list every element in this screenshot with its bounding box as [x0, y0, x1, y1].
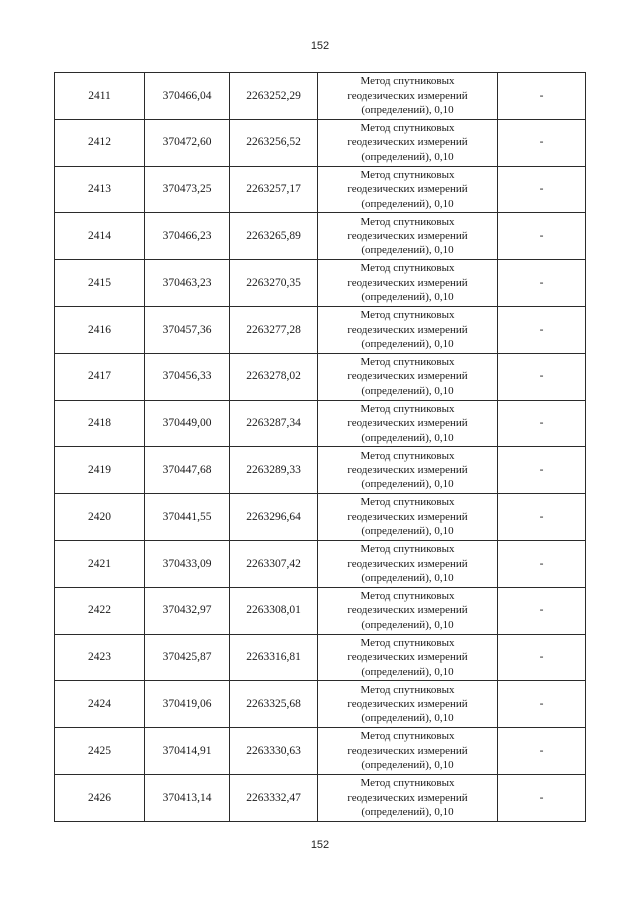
method-line: Метод спутниковых: [360, 590, 455, 603]
x-coordinate-cell: 370433,09: [145, 540, 230, 587]
table-row: [55, 681, 586, 728]
y-coordinate-cell: 2263278,02: [230, 353, 318, 400]
x-coordinate-cell: 370413,14: [145, 774, 230, 821]
method-line: геодезических измерений: [347, 183, 468, 196]
point-number-cell: 2415: [55, 260, 145, 307]
method-line: Метод спутниковых: [360, 75, 455, 88]
point-number-cell: 2425: [55, 728, 145, 775]
method-cell: [318, 260, 498, 307]
method-cell: [318, 634, 498, 681]
method-cell: [318, 73, 498, 120]
method-line: геодезических измерений: [347, 651, 468, 664]
method-cell: [318, 540, 498, 587]
point-number-cell: 2417: [55, 353, 145, 400]
y-coordinate-cell: 2263325,68: [230, 681, 318, 728]
note-cell: -: [498, 634, 586, 681]
method-cell: [318, 119, 498, 166]
method-line: геодезических измерений: [347, 89, 468, 102]
method-line: геодезических измерений: [347, 276, 468, 289]
table-row: [55, 400, 586, 447]
method-line: (определений), 0,10: [361, 150, 454, 163]
method-line: Метод спутниковых: [360, 683, 455, 696]
method-line: (определений), 0,10: [361, 665, 454, 678]
x-coordinate-cell: 370473,25: [145, 166, 230, 213]
method-line: Метод спутниковых: [360, 543, 455, 556]
note-cell: -: [498, 447, 586, 494]
point-number-cell: 2424: [55, 681, 145, 728]
method-line: геодезических измерений: [347, 557, 468, 570]
note-cell: -: [498, 728, 586, 775]
table-row: [55, 119, 586, 166]
table-row: [55, 587, 586, 634]
method-cell: [318, 400, 498, 447]
point-number-cell: 2412: [55, 119, 145, 166]
method-line: (определений), 0,10: [361, 759, 454, 772]
y-coordinate-cell: 2263330,63: [230, 728, 318, 775]
coordinates-table-body: [55, 73, 586, 822]
method-line: Метод спутниковых: [360, 730, 455, 743]
method-line: (определений), 0,10: [361, 104, 454, 117]
note-cell: -: [498, 213, 586, 260]
method-line: геодезических измерений: [347, 698, 468, 711]
y-coordinate-cell: 2263257,17: [230, 166, 318, 213]
note-cell: -: [498, 494, 586, 541]
note-cell: -: [498, 540, 586, 587]
method-line: геодезических измерений: [347, 510, 468, 523]
method-line: Метод спутниковых: [360, 215, 455, 228]
method-line: Метод спутниковых: [360, 496, 455, 509]
method-line: Метод спутниковых: [360, 402, 455, 415]
point-number-cell: 2423: [55, 634, 145, 681]
note-cell: -: [498, 353, 586, 400]
y-coordinate-cell: 2263332,47: [230, 774, 318, 821]
y-coordinate-cell: 2263287,34: [230, 400, 318, 447]
method-line: Метод спутниковых: [360, 356, 455, 369]
method-line: геодезических измерений: [347, 323, 468, 336]
method-line: (определений), 0,10: [361, 384, 454, 397]
table-row: [55, 213, 586, 260]
method-cell: [318, 166, 498, 213]
x-coordinate-cell: 370457,36: [145, 306, 230, 353]
y-coordinate-cell: 2263256,52: [230, 119, 318, 166]
table-row: [55, 353, 586, 400]
table-row: [55, 774, 586, 821]
method-line: (определений), 0,10: [361, 244, 454, 257]
note-cell: -: [498, 166, 586, 213]
y-coordinate-cell: 2263308,01: [230, 587, 318, 634]
method-line: Метод спутниковых: [360, 122, 455, 135]
point-number-cell: 2419: [55, 447, 145, 494]
method-line: (определений), 0,10: [361, 291, 454, 304]
method-line: Метод спутниковых: [360, 636, 455, 649]
x-coordinate-cell: 370456,33: [145, 353, 230, 400]
page-number-bottom: 152: [310, 839, 330, 851]
y-coordinate-cell: 2263277,28: [230, 306, 318, 353]
table-row: [55, 260, 586, 307]
table-row: [55, 166, 586, 213]
page-number-top: 152: [310, 40, 330, 52]
method-line: Метод спутниковых: [360, 309, 455, 322]
method-line: геодезических измерений: [347, 464, 468, 477]
point-number-cell: 2420: [55, 494, 145, 541]
point-number-cell: 2426: [55, 774, 145, 821]
x-coordinate-cell: 370447,68: [145, 447, 230, 494]
note-cell: -: [498, 774, 586, 821]
x-coordinate-cell: 370414,91: [145, 728, 230, 775]
x-coordinate-cell: 370463,23: [145, 260, 230, 307]
method-cell: [318, 353, 498, 400]
method-line: геодезических измерений: [347, 370, 468, 383]
point-number-cell: 2418: [55, 400, 145, 447]
y-coordinate-cell: 2263316,81: [230, 634, 318, 681]
method-line: Метод спутниковых: [360, 262, 455, 275]
method-line: Метод спутниковых: [360, 449, 455, 462]
x-coordinate-cell: 370466,23: [145, 213, 230, 260]
note-cell: -: [498, 260, 586, 307]
y-coordinate-cell: 2263270,35: [230, 260, 318, 307]
x-coordinate-cell: 370432,97: [145, 587, 230, 634]
method-line: геодезических измерений: [347, 744, 468, 757]
method-line: геодезических измерений: [347, 230, 468, 243]
x-coordinate-cell: 370425,87: [145, 634, 230, 681]
point-number-cell: 2422: [55, 587, 145, 634]
method-line: геодезических измерений: [347, 791, 468, 804]
y-coordinate-cell: 2263296,64: [230, 494, 318, 541]
note-cell: -: [498, 400, 586, 447]
method-cell: [318, 681, 498, 728]
method-line: (определений), 0,10: [361, 525, 454, 538]
point-number-cell: 2411: [55, 73, 145, 120]
table-row: [55, 306, 586, 353]
x-coordinate-cell: 370449,00: [145, 400, 230, 447]
method-line: геодезических измерений: [347, 417, 468, 430]
method-line: (определений), 0,10: [361, 431, 454, 444]
method-cell: [318, 587, 498, 634]
table-row: [55, 634, 586, 681]
method-line: (определений), 0,10: [361, 478, 454, 491]
method-line: Метод спутниковых: [360, 777, 455, 790]
method-line: (определений), 0,10: [361, 712, 454, 725]
method-cell: [318, 728, 498, 775]
point-number-cell: 2416: [55, 306, 145, 353]
point-number-cell: 2413: [55, 166, 145, 213]
method-cell: [318, 494, 498, 541]
method-cell: [318, 774, 498, 821]
table-row: [55, 73, 586, 120]
x-coordinate-cell: 370419,06: [145, 681, 230, 728]
note-cell: -: [498, 681, 586, 728]
method-line: (определений), 0,10: [361, 618, 454, 631]
method-cell: [318, 306, 498, 353]
x-coordinate-cell: 370472,60: [145, 119, 230, 166]
table-row: [55, 494, 586, 541]
note-cell: -: [498, 73, 586, 120]
point-number-cell: 2421: [55, 540, 145, 587]
coordinates-table: [54, 72, 586, 822]
x-coordinate-cell: 370466,04: [145, 73, 230, 120]
note-cell: -: [498, 306, 586, 353]
x-coordinate-cell: 370441,55: [145, 494, 230, 541]
method-line: (определений), 0,10: [361, 338, 454, 351]
method-line: Метод спутниковых: [360, 168, 455, 181]
note-cell: -: [498, 587, 586, 634]
table-row: [55, 728, 586, 775]
note-cell: -: [498, 119, 586, 166]
point-number-cell: 2414: [55, 213, 145, 260]
method-line: (определений), 0,10: [361, 572, 454, 585]
method-cell: [318, 447, 498, 494]
method-line: (определений), 0,10: [361, 197, 454, 210]
method-line: (определений), 0,10: [361, 806, 454, 819]
y-coordinate-cell: 2263307,42: [230, 540, 318, 587]
y-coordinate-cell: 2263252,29: [230, 73, 318, 120]
method-line: геодезических измерений: [347, 604, 468, 617]
y-coordinate-cell: 2263265,89: [230, 213, 318, 260]
method-line: геодезических измерений: [347, 136, 468, 149]
y-coordinate-cell: 2263289,33: [230, 447, 318, 494]
method-cell: [318, 213, 498, 260]
table-row: [55, 447, 586, 494]
table-row: [55, 540, 586, 587]
